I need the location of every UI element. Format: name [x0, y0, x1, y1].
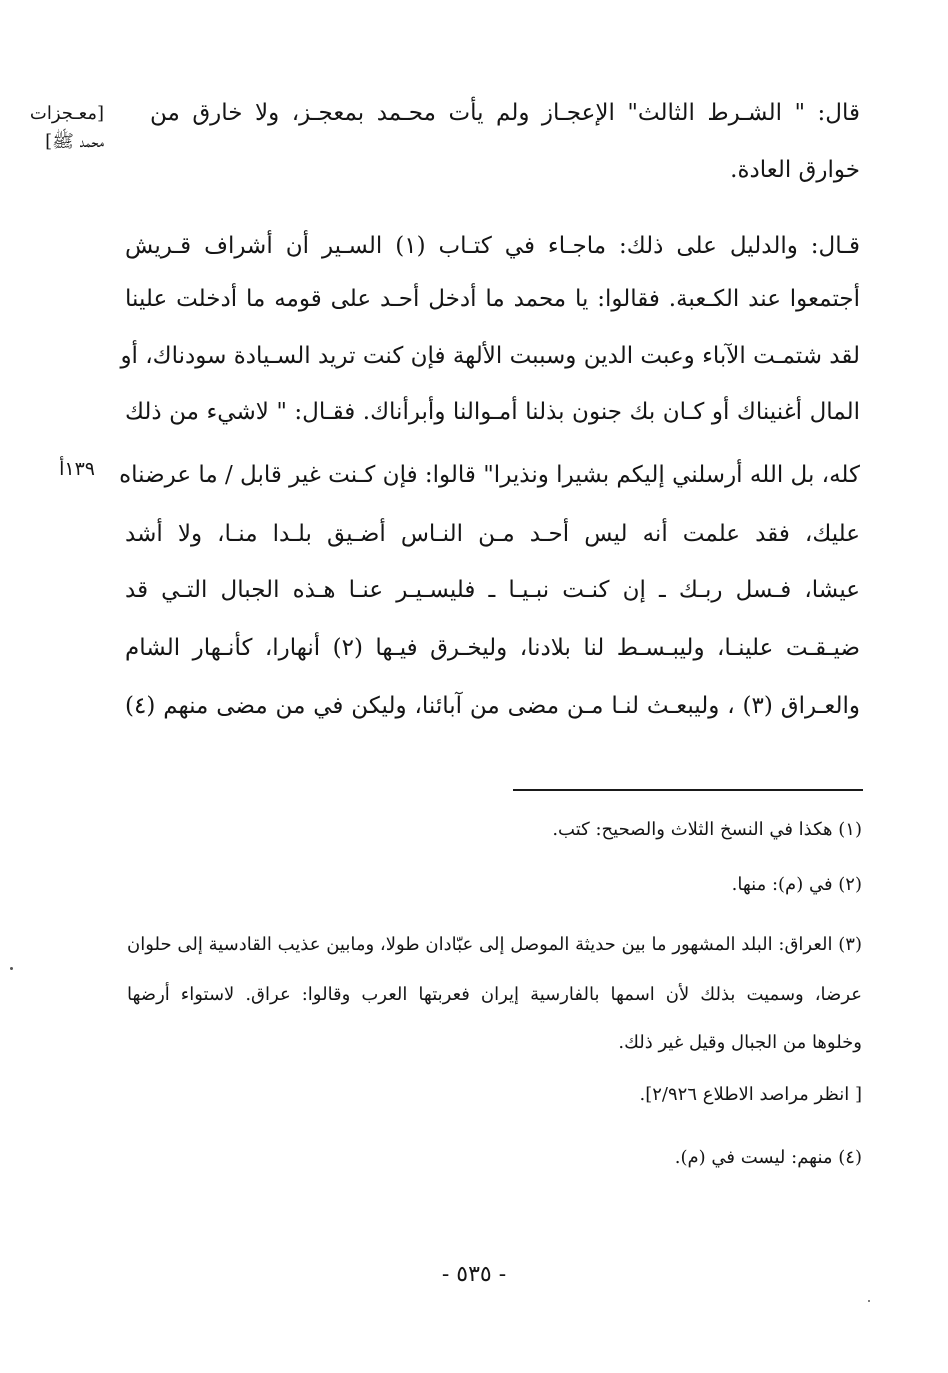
main-text-line: كله، بل الله أرسلني إليكم بشيرا ونذيرا" قالوا: فإن كـنت غير قابل / ما عرضناه [119, 462, 860, 488]
main-text-line: أجتمعوا عند الكـعبة. فقالوا: يا محمد ما أدخل أحـد على قومه ما أدخلت علينا [125, 286, 860, 312]
main-text-line: عيشا، فـسل ربـك ـ إن كنـت نبـيـا ـ فليسـيـر عنـا هـذه الجبال التـي قد [125, 577, 860, 603]
footnote-line: (٣) العراق: البلد المشهور ما بين حديثة الموصل إلى عبّادان طولا، ومابين عذيب القادسية إلى حلوان [127, 934, 862, 955]
margin-topic-line-2: محمد ﷺ] [45, 131, 104, 152]
scan-speck [10, 967, 13, 970]
main-text-line: عليك، فقد علمت أنه ليس أحـد مـن النـاس أضـيق بلـدا منـا، ولا أشد [125, 521, 860, 547]
scan-speck [868, 1300, 870, 1302]
margin-topic-line-1: [معـجزات [29, 103, 104, 124]
footnote-line: وخلوها من الجبال وقيل غير ذلك. [618, 1032, 862, 1053]
folio-marker: ١٣٩أ [59, 458, 95, 480]
page-number: - ٥٣٥ - [441, 1262, 507, 1287]
footnote-line: (٢) في (م): منها. [731, 874, 862, 895]
footnote-divider [513, 789, 863, 791]
footnote-line: (١) هكذا في النسخ الثلاث والصحيح: كتب. [552, 819, 862, 840]
main-text-line: خوارق العادة. [730, 157, 860, 183]
main-text-line: المال أغنيناك أو كـان بك جنون بذلنا أمـوالنا وأبرأناك. فقـال: " لاشيء من ذلك [125, 399, 860, 425]
main-text-line: ضيـقـت علينـا، وليبـسـط لنا بلادنا، وليخـرق فيـها (٢) أنهارا، كأنـهار الشام [125, 635, 860, 661]
main-text-line: قال: " الشـرط الثالث" الإعجـاز ولم يأت محـمد بمعجـز، ولا خارق من [150, 100, 860, 126]
main-text-line: قـال: والدليل على ذلك: ماجـاء في كتـاب (١) السـير أن أشراف قـريش [125, 233, 861, 259]
footnote-line: [ انظر مراصد الاطلاع ٢/٩٢٦]. [639, 1084, 862, 1105]
main-text-line: لقد شتمـت الآباء وعبت الدين وسببت الألهة فإن كنت تريد السـيادة سودناك، أو [120, 343, 860, 369]
margin-topic-note [12, 100, 104, 156]
footnote-line: (٤) منهم: ليست في (م). [674, 1147, 862, 1168]
main-text-line: والعـراق (٣) ، وليبعـث لنـا مـن مضى من آبائنا، وليكن في من مضى منهم (٤) [125, 693, 860, 719]
footnote-line: عرضا، وسميت بذلك لأن اسمها بالفارسية إيران فعربتها العرب وقالوا: عراق. لاستواء أرضها [127, 984, 862, 1005]
